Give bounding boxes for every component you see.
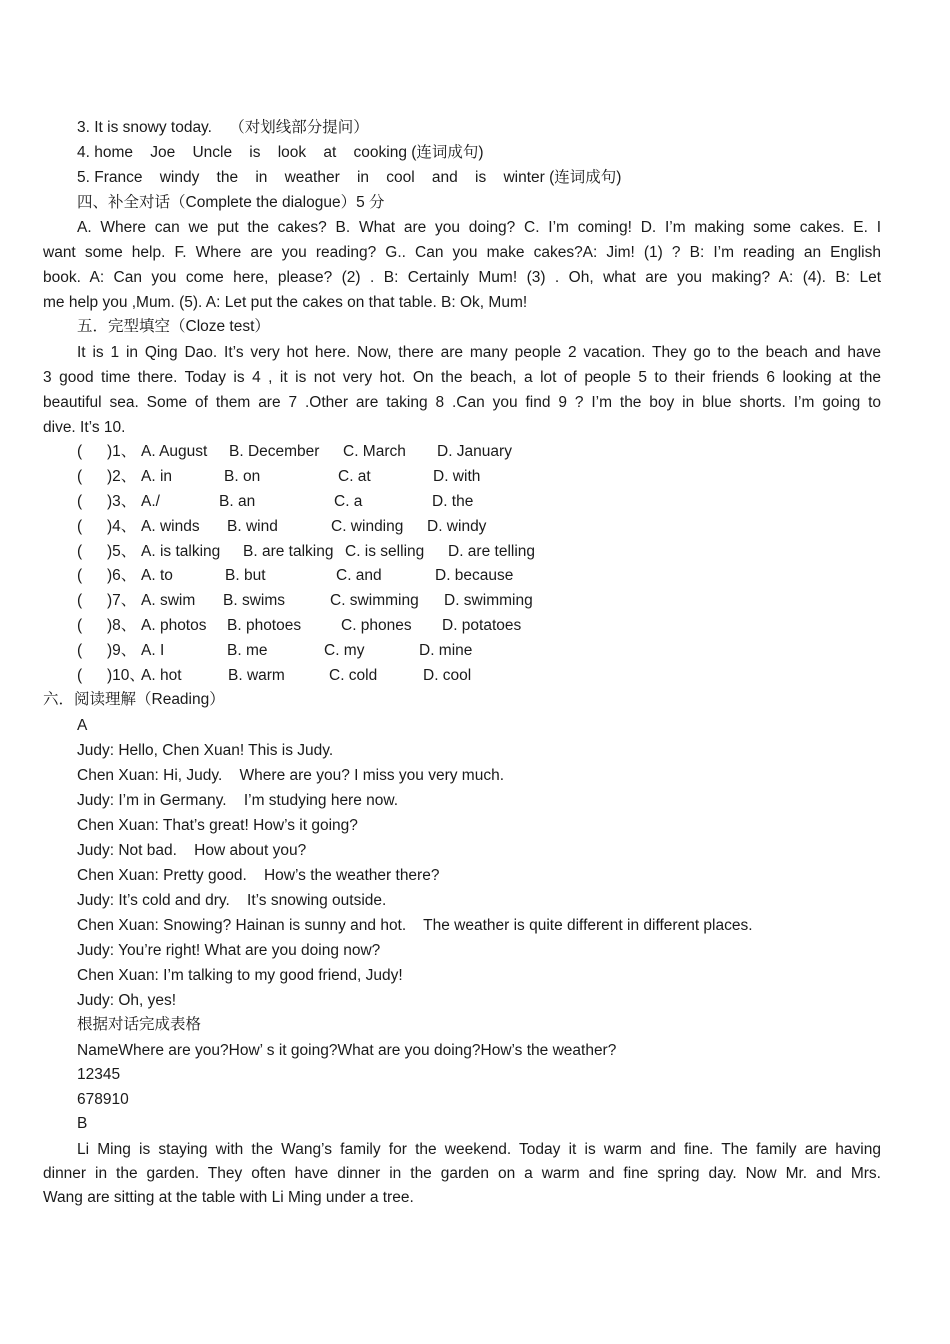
question-number: )4、 [107, 518, 137, 535]
dialogue-line: Judy: You’re right! What are you doing now? [77, 942, 381, 959]
option-a: A. winds [141, 518, 200, 535]
option-a: A. I [141, 642, 165, 659]
table-row: 12345 [77, 1066, 121, 1083]
answer-bracket: ( [77, 493, 83, 510]
option-d: D. are telling [448, 543, 536, 560]
answer-bracket: ( [77, 518, 83, 535]
option-b: B. warm [228, 667, 285, 684]
option-d: D. the [432, 493, 474, 510]
table-header: NameWhere are you?How’ s it going?What are you doing?How’s the weather? [77, 1042, 617, 1059]
option-b: B. an [219, 493, 256, 510]
cloze-passage-line: 3 good time there. Today is 4 , it is not very hot. On the beach, a lot of people 5 to their friends 6 looking at the [43, 369, 881, 386]
dialogue-line: Chen Xuan: Pretty good. How’s the weather there? [77, 867, 440, 884]
question-number: )6、 [107, 567, 137, 584]
answer-bracket: ( [77, 468, 83, 485]
option-b: B. on [224, 468, 261, 485]
option-a: A. hot [141, 667, 182, 684]
question-number: )9、 [107, 642, 137, 659]
dialogue-line: Judy: Hello, Chen Xuan! This is Judy. [77, 742, 334, 759]
option-a: A. in [141, 468, 173, 485]
question-number: )5、 [107, 543, 137, 560]
section-4-heading: 四、补全对话（Complete the dialogue）5 分 [77, 194, 385, 211]
option-d: D. windy [427, 518, 487, 535]
part-b-line: Li Ming is staying with the Wang’s family for the weekend. Today it is warm and fine. The family are having [77, 1141, 881, 1158]
option-b: B. but [225, 567, 266, 584]
dialogue-line: me help you ,Mum. (5). A: Let put the cakes on that table. B: Ok, Mum! [43, 294, 528, 311]
answer-bracket: ( [77, 543, 83, 560]
part-b-line: Wang are sitting at the table with Li Ming under a tree. [43, 1189, 414, 1206]
option-b: B. me [227, 642, 268, 659]
table-row: 678910 [77, 1091, 129, 1108]
option-c: C. at [338, 468, 371, 485]
question-5: 5. France windy the in weather in cool and is winter (连词成句) [77, 169, 622, 186]
cloze-passage-line: dive. It’s 10. [43, 419, 126, 436]
part-a-label: A [77, 717, 88, 734]
option-d: D. January [437, 443, 512, 460]
question-number: )2、 [107, 468, 137, 485]
section-6-heading: 六．阅读理解（Reading） [43, 691, 225, 708]
answer-bracket: ( [77, 567, 83, 584]
cloze-passage-line: It is 1 in Qing Dao. It’s very hot here. Now, there are many people 2 vacation. They go to the beach and have [77, 344, 881, 361]
dialogue-line: Judy: Oh, yes! [77, 992, 177, 1009]
dialogue-line: Judy: I’m in Germany. I’m studying here now. [77, 792, 399, 809]
dialogue-line: Judy: It’s cold and dry. It’s snowing outside. [77, 892, 387, 909]
question-number: )1、 [107, 443, 137, 460]
answer-bracket: ( [77, 443, 83, 460]
option-d: D. mine [419, 642, 473, 659]
option-c: C. cold [329, 667, 378, 684]
option-c: C. March [343, 443, 406, 460]
option-c: C. is selling [345, 543, 425, 560]
section-5-heading: 五．完型填空（Cloze test） [77, 318, 270, 335]
option-b: B. are talking [243, 543, 334, 560]
answer-bracket: ( [77, 617, 83, 634]
option-a: A./ [141, 493, 160, 510]
dialogue-line: Chen Xuan: That’s great! How’s it going? [77, 817, 358, 834]
option-d: D. because [435, 567, 514, 584]
option-d: D. with [433, 468, 481, 485]
part-b-label: B [77, 1115, 88, 1132]
option-c: C. winding [331, 518, 404, 535]
question-number: )7、 [107, 592, 137, 609]
option-b: B. swims [223, 592, 285, 609]
option-c: C. phones [341, 617, 412, 634]
option-a: A. swim [141, 592, 196, 609]
dialogue-line: A. Where can we put the cakes? B. What are you doing? C. I’m coming! D. I’m making some cakes. E. I [77, 219, 881, 236]
dialogue-line: want some help. F. Where are you reading? G.. Can you make cakes?A: Jim! (1) ? B: I’m reading an English [43, 244, 881, 261]
option-b: B. December [229, 443, 320, 460]
dialogue-line: Chen Xuan: Snowing? Hainan is sunny and hot. The weather is quite different in different places. [77, 917, 753, 934]
dialogue-line: Chen Xuan: Hi, Judy. Where are you? I miss you very much. [77, 767, 504, 784]
option-c: C. my [324, 642, 365, 659]
question-number: )8、 [107, 617, 137, 634]
question-number: )3、 [107, 493, 137, 510]
option-c: C. and [336, 567, 382, 584]
dialogue-line: book. A: Can you come here, please? (2) . B: Certainly Mum! (3) . Oh, what are you making? A: (4). B: Let [43, 269, 881, 286]
option-a: A. August [141, 443, 208, 460]
answer-bracket: ( [77, 667, 83, 684]
table-instruction: 根据对话完成表格 [77, 1016, 202, 1033]
dialogue-line: Chen Xuan: I’m talking to my good friend, Judy! [77, 967, 403, 984]
part-b-line: dinner in the garden. They often have dinner in the garden on a warm and fine spring day. Now Mr. and Mrs. [43, 1165, 881, 1182]
answer-bracket: ( [77, 642, 83, 659]
option-b: B. wind [227, 518, 278, 535]
option-d: D. swimming [444, 592, 533, 609]
option-c: C. swimming [330, 592, 419, 609]
option-a: A. is talking [141, 543, 221, 560]
answer-bracket: ( [77, 592, 83, 609]
question-4: 4. home Joe Uncle is look at cooking (连词成句) [77, 144, 484, 161]
option-d: D. cool [423, 667, 472, 684]
option-a: A. to [141, 567, 173, 584]
question-number: )10、 [107, 667, 145, 684]
option-d: D. potatoes [442, 617, 522, 634]
question-3: 3. It is snowy today. （对划线部分提问） [77, 119, 369, 136]
cloze-passage-line: beautiful sea. Some of them are 7 .Other are taking 8 .Can you find 9 ? I’m the boy in blue shorts. I’m going to [43, 394, 881, 411]
option-b: B. photoes [227, 617, 302, 634]
dialogue-line: Judy: Not bad. How about you? [77, 842, 307, 859]
option-a: A. photos [141, 617, 207, 634]
option-c: C. a [334, 493, 363, 510]
